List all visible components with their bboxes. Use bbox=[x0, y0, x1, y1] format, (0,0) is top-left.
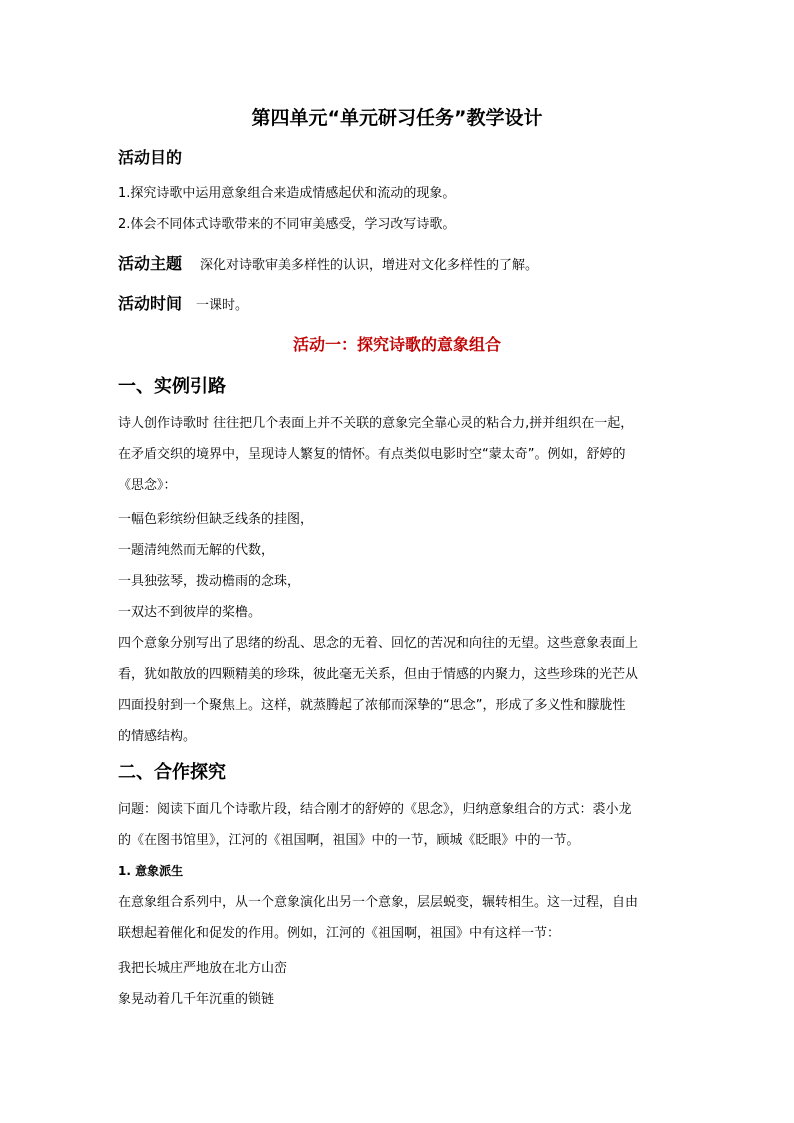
poem-line: 一具独弦琴，拨动檐雨的念珠， bbox=[118, 574, 301, 589]
poem-line: 一幅色彩缤纷但缺乏线条的挂图， bbox=[118, 512, 314, 527]
theme-heading: 活动主题 bbox=[118, 254, 183, 273]
question-line: 问题：阅读下面几个诗歌片段，结合刚才的舒婷的《思念》，归纳意象组合的方式：裘小龙 bbox=[118, 802, 632, 817]
theme-row bbox=[118, 252, 538, 278]
time-text: 一课时。 bbox=[196, 298, 249, 313]
subsection-one-heading: 1. 意象派生 bbox=[118, 864, 184, 878]
poem-line: 一双达不到彼岸的桨橹。 bbox=[118, 605, 262, 620]
subsection-one-text bbox=[118, 887, 678, 949]
poem-sinian bbox=[118, 504, 678, 628]
intro-line: 《思念》： bbox=[118, 478, 177, 493]
analysis-line: 的情感结构。 bbox=[118, 729, 197, 744]
page-title: 第四单元“单元研习任务”教学设计 bbox=[251, 107, 543, 129]
poem-line: 我把长城庄严地放在北方山峦 bbox=[118, 961, 288, 976]
analysis-line: 四个意象分别写出了思绪的纷乱、思念的无着、回忆的苦况和向往的无望。这些意象表面上 bbox=[118, 636, 639, 651]
time-row bbox=[118, 292, 248, 318]
activity-one-heading: 活动一：探究诗歌的意象组合 bbox=[292, 335, 501, 354]
section-two-question bbox=[118, 794, 678, 856]
sub-line: 在意象组合系列中，从一个意象演化出另一个意象，层层蜕变，辗转相生。这一过程，自由 bbox=[118, 895, 639, 910]
poem-line: 一题清纯然而无解的代数， bbox=[118, 543, 275, 558]
poem-line: 象晃动着几千年沉重的锁链 bbox=[118, 992, 275, 1007]
section-two-heading: 二、合作探究 bbox=[118, 762, 226, 783]
analysis-line: 四面投射到一个聚焦上。这样，就蒸腾起了浓郁而深挚的“思念”，形成了多义性和朦胧性 bbox=[118, 698, 626, 713]
sub-line: 联想起着催化和促发的作用。例如，江河的《祖国啊，祖国》中有这样一节： bbox=[118, 926, 561, 941]
time-heading: 活动时间 bbox=[118, 294, 183, 313]
question-line: 的《在图书馆里》，江河的《祖国啊，祖国》中的一节，顾城《眨眼》中的一节。 bbox=[118, 833, 580, 848]
section-one-heading: 一、实例引路 bbox=[118, 376, 226, 397]
section-one-intro bbox=[118, 408, 678, 501]
poem-motherland bbox=[118, 953, 678, 1015]
goal-item-2: 2.体会不同体式诗歌带来的不同审美感受，学习改写诗歌。 bbox=[118, 217, 456, 232]
section-one-analysis bbox=[118, 628, 678, 752]
intro-line: 在矛盾交织的境界中，呈现诗人繁复的情怀。有点类似电影时空“蒙太奇”。例如，舒婷的 bbox=[118, 447, 626, 462]
theme-text: 深化对诗歌审美多样性的认识，增进对文化多样性的了解。 bbox=[200, 258, 539, 273]
goal-item-1: 1.探究诗歌中运用意象组合来造成情感起伏和流动的现象。 bbox=[118, 186, 456, 201]
analysis-line: 看，犹如散放的四颗精美的珍珠，彼此毫无关系，但由于情感的内聚力，这些珍珠的光芒从 bbox=[118, 667, 639, 682]
goal-heading: 活动目的 bbox=[118, 148, 183, 167]
intro-line: 诗人创作诗歌时 往往把几个表面上并不关联的意象完全靠心灵的粘合力,拼并组织在一起， bbox=[118, 416, 634, 431]
